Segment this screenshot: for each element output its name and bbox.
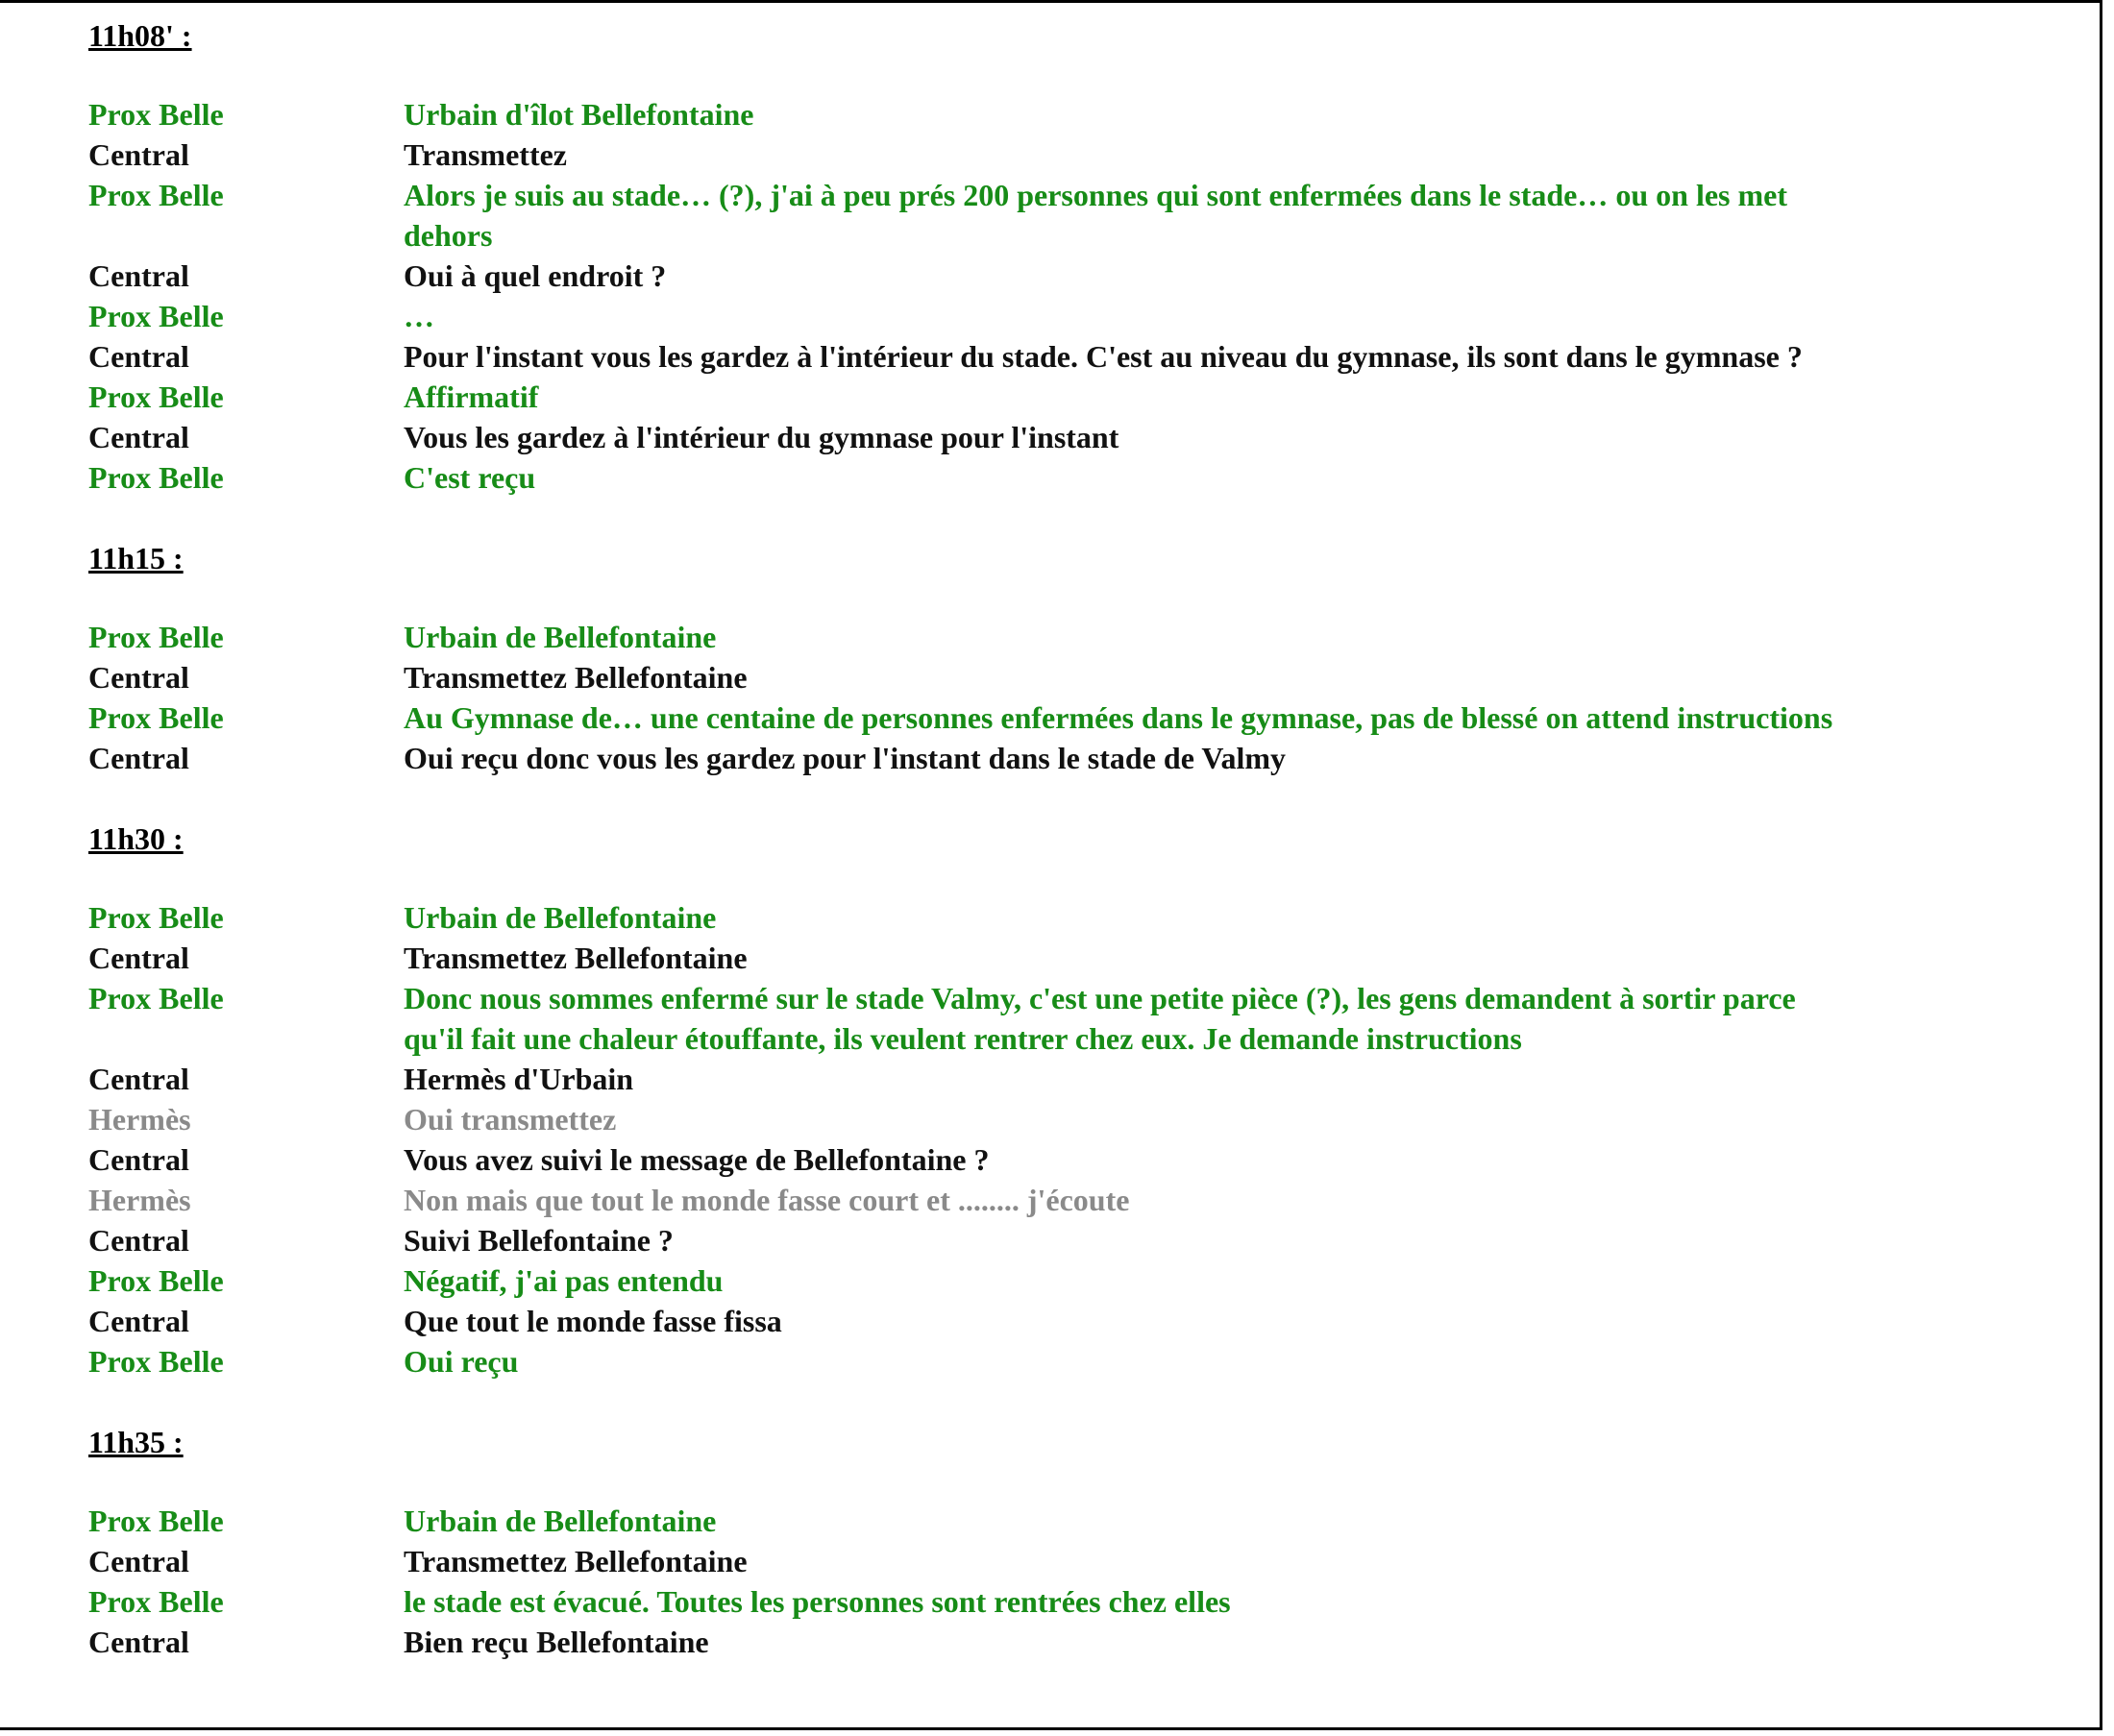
transcript-line (88, 1180, 2068, 1220)
message-text: Que tout le monde fasse fissa (404, 1304, 782, 1338)
message-text: C'est reçu (404, 460, 536, 495)
transcript-line (88, 657, 2068, 697)
message-text: Non mais que tout le monde fasse court et ........ j'écoute (404, 1183, 1130, 1217)
speaker-label: Prox Belle (88, 1504, 224, 1538)
message-text: Transmettez (404, 137, 567, 172)
speaker-label: Central (88, 741, 189, 775)
speaker-label: Prox Belle (88, 620, 224, 654)
speaker-label: Prox Belle (88, 178, 224, 212)
time-section (88, 538, 2068, 819)
message-text: Transmettez Bellefontaine (404, 1544, 748, 1578)
message-text: Suivi Bellefontaine ? (404, 1223, 674, 1258)
speaker-label: Central (88, 660, 189, 695)
speaker-label: Hermès (88, 1183, 191, 1217)
transcript-line (88, 1220, 2068, 1260)
speaker-label: Central (88, 1223, 189, 1258)
speaker-label: Central (88, 941, 189, 975)
message-text: Donc nous sommes enfermé sur le stade Valmy, c'est une petite pièce (?), les gens demandent à sortir parce qu'il fait une chaleur étouffante, ils veulent rentrer chez eux. Je demande instructions (404, 981, 1796, 1056)
transcript-line (88, 256, 2068, 296)
message-text: Au Gymnase de… une centaine de personnes enfermées dans le gymnase, pas de blessé on attend instructions (404, 700, 1833, 735)
message-text: Vous les gardez à l'intérieur du gymnase pour l'instant (404, 420, 1119, 454)
timestamp-heading: 11h35 : (88, 1425, 184, 1459)
radio-transcript (88, 15, 2068, 1662)
speaker-label: Central (88, 1625, 189, 1659)
transcript-line (88, 175, 2068, 256)
transcript-line (88, 1260, 2068, 1301)
message-text: Urbain d'îlot Bellefontaine (404, 97, 754, 132)
speaker-label: Central (88, 339, 189, 374)
speaker-label: Central (88, 420, 189, 454)
transcript-line (88, 1341, 2068, 1381)
timestamp-heading: 11h08' : (88, 18, 192, 53)
section-spacer (88, 778, 2068, 819)
transcript-line (88, 1622, 2068, 1662)
message-text: le stade est évacué. Toutes les personnes sont rentrées chez elles (404, 1584, 1231, 1619)
message-text: Bien reçu Bellefontaine (404, 1625, 709, 1659)
speaker-label: Central (88, 137, 189, 172)
message-text: Hermès d'Urbain (404, 1062, 634, 1096)
message-text: Oui à quel endroit ? (404, 258, 667, 293)
speaker-label: Prox Belle (88, 981, 224, 1015)
speaker-label: Prox Belle (88, 460, 224, 495)
speaker-label: Prox Belle (88, 97, 224, 132)
time-section (88, 819, 2068, 1422)
message-text: Transmettez Bellefontaine (404, 660, 748, 695)
transcript-line (88, 336, 2068, 377)
transcript-line (88, 1059, 2068, 1099)
transcript-line (88, 1301, 2068, 1341)
transcript-line (88, 417, 2068, 457)
speaker-label: Central (88, 1062, 189, 1096)
timestamp-heading: 11h15 : (88, 541, 184, 575)
speaker-label: Central (88, 1142, 189, 1177)
transcript-line (88, 697, 2068, 738)
message-text: Urbain de Bellefontaine (404, 620, 717, 654)
speaker-label: Central (88, 1304, 189, 1338)
speaker-label: Prox Belle (88, 1263, 224, 1298)
transcript-line (88, 1139, 2068, 1180)
section-spacer (88, 1381, 2068, 1422)
time-section (88, 15, 2068, 538)
time-section (88, 1422, 2068, 1662)
transcript-line (88, 377, 2068, 417)
speaker-label: Central (88, 258, 189, 293)
speaker-label: Prox Belle (88, 900, 224, 935)
message-text: Alors je suis au stade… (?), j'ai à peu prés 200 personnes qui sont enfermées dans le stade… ou on les met dehors (404, 178, 1787, 253)
transcript-line (88, 897, 2068, 938)
timestamp-heading: 11h30 : (88, 821, 184, 856)
transcript-line (88, 457, 2068, 498)
message-text: Oui transmettez (404, 1102, 617, 1137)
transcript-line (88, 1501, 2068, 1541)
transcript-line (88, 94, 2068, 134)
transcript-line (88, 134, 2068, 175)
transcript-line (88, 738, 2068, 778)
speaker-label: Hermès (88, 1102, 191, 1137)
transcript-line (88, 617, 2068, 657)
transcript-line (88, 938, 2068, 978)
speaker-label: Central (88, 1544, 189, 1578)
message-text: Oui reçu donc vous les gardez pour l'instant dans le stade de Valmy (404, 741, 1287, 775)
message-text: Transmettez Bellefontaine (404, 941, 748, 975)
speaker-label: Prox Belle (88, 299, 224, 333)
message-text: Urbain de Bellefontaine (404, 1504, 717, 1538)
transcript-line (88, 978, 2068, 1059)
message-text: Vous avez suivi le message de Bellefontaine ? (404, 1142, 990, 1177)
message-text: Oui reçu (404, 1344, 519, 1379)
message-text: Affirmatif (404, 379, 539, 414)
transcript-line (88, 1581, 2068, 1622)
message-text: Négatif, j'ai pas entendu (404, 1263, 724, 1298)
transcript-line (88, 296, 2068, 336)
section-spacer (88, 498, 2068, 538)
message-text: Pour l'instant vous les gardez à l'intérieur du stade. C'est au niveau du gymnase, ils sont dans le gymnase ? (404, 339, 1803, 374)
transcript-line (88, 1541, 2068, 1581)
speaker-label: Prox Belle (88, 1344, 224, 1379)
speaker-label: Prox Belle (88, 700, 224, 735)
speaker-label: Prox Belle (88, 1584, 224, 1619)
message-text: Urbain de Bellefontaine (404, 900, 717, 935)
transcript-line (88, 1099, 2068, 1139)
speaker-label: Prox Belle (88, 379, 224, 414)
message-text: … (404, 299, 434, 333)
